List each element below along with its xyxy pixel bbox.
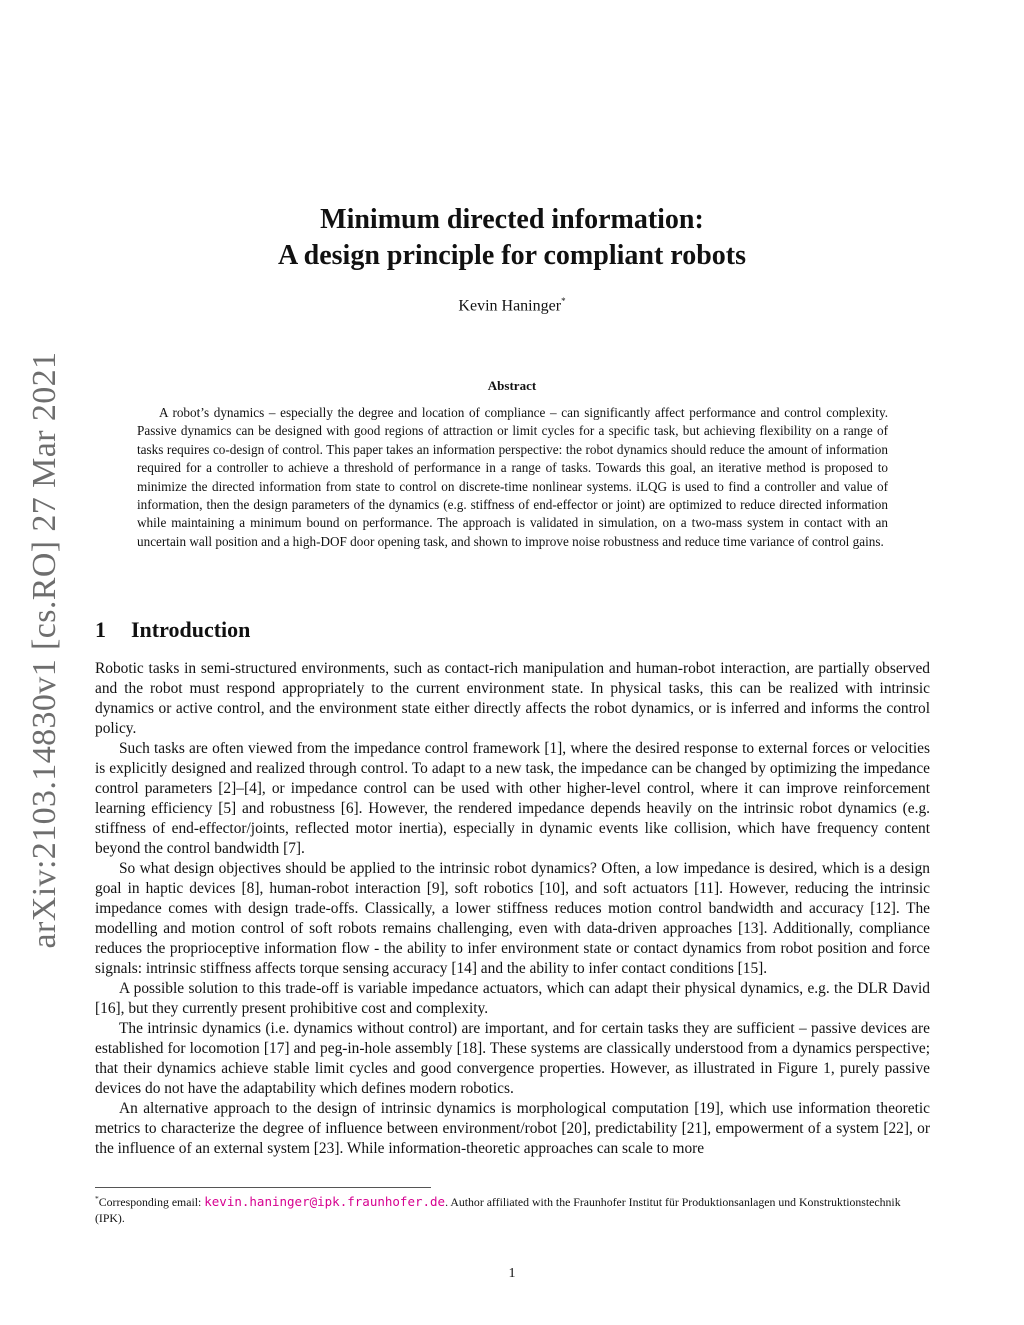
- section-heading: [95, 617, 250, 643]
- paragraph: Such tasks are often viewed from the impedance control framework [1], where the desired response to external forces or velocities is explicitly designed and realized through control. To adapt to a new task, the impedance can be changed by optimizing the impedance control parameters [2]–[4], or impedance control can be used with other higher-level control, where it can improve reinforcement learning efficiency [5] and robustness [6]. However, the rendered impedance depends heavily on the intrinsic robot dynamics (e.g. stiffness of end-effector/joints, reflected motor inertia), especially in dynamic events like collision, which have frequency content beyond the control bandwidth [7].: [95, 740, 930, 857]
- paragraph: Robotic tasks in semi-structured environments, such as contact-rich manipulation and human-robot interaction, are partially observed and the robot must respond appropriately to the current environment state. In physical tasks, this can be realized with intrinsic dynamics or active control, and the environment state either directly affects the robot dynamics, or is inferred and informs the control policy.: [95, 660, 930, 737]
- footnote-suffix: . Author affiliated with the Fraunhofer Institut für Produktionsanlagen und Konstruktionstechnik (IPK).: [95, 1194, 901, 1225]
- section-number: 1: [95, 617, 106, 642]
- author-footnote-mark: *: [561, 296, 566, 306]
- paragraph: So what design objectives should be applied to the intrinsic robot dynamics? Often, a low impedance is desired, which is a design goal in haptic devices [8], human-robot interaction [9], soft robotics [10], and soft actuators [11]. However, reducing the intrinsic impedance comes with design trade-offs. Classically, a lower stiffness reduces motion control bandwidth and accuracy [12]. The modelling and motion control of soft robots remains challenging, even with data-driven approaches [13]. Additionally, compliance reduces the proprioceptive information flow - the ability to infer environment state or contact dynamics from robot position and force signals: intrinsic stiffness affects torque sensing accuracy [14] and the ability to infer contact conditions [15].: [95, 860, 930, 977]
- title-line-1: Minimum directed information:: [320, 204, 704, 235]
- arxiv-sidebar-stamp: [14, 350, 76, 950]
- footnote-divider: [95, 1187, 431, 1188]
- email-link[interactable]: kevin.haninger@ipk.fraunhofer.de: [204, 1193, 446, 1209]
- section-title: Introduction: [131, 617, 251, 642]
- arxiv-identifier: arXiv:2103.14830v1 [cs.RO] 27 Mar 2021: [26, 351, 63, 949]
- footnote-mark: *: [95, 1194, 99, 1203]
- introduction-body: [95, 659, 930, 1159]
- author-line: [0, 296, 1024, 315]
- abstract-text: A robot’s dynamics – especially the degree and location of compliance – can significantly affect performance and control complexity. Passive dynamics can be designed with good regions of attraction or limit cycles for a specific task, but achieving flexibility on a range of tasks requires co-design of control. This paper takes an information perspective: the robot dynamics should reduce the amount of information required for a controller to achieve a threshold of performance in a range of tasks. Towards this goal, an iterative method is proposed to minimize the directed information from state to control on discrete-time nonlinear systems. iLQG is used to find a controller and value of information, then the design parameters of the dynamics (e.g. stiffness of end-effector or joint) are optimized to reduce directed information while maintaining a minimum bound on performance. The approach is validated in simulation, on a two-mass system in contact with an uncertain wall position and a high-DOF door opening task, and shown to improve noise robustness and reduce time variance of control gains.: [137, 405, 888, 549]
- paragraph: A possible solution to this trade-off is variable impedance actuators, which can adapt their physical dynamics, e.g. the DLR David [16], but they currently present prohibitive cost and complexity.: [95, 980, 930, 1017]
- paragraph: The intrinsic dynamics (i.e. dynamics without control) are important, and for certain tasks they are sufficient – passive devices are established for locomotion [17] and peg-in-hole assembly [18]. These systems are classically understood from a dynamics perspective; that their dynamics achieve stable limit cycles and good convergence properties. However, as illustrated in Figure 1, purely passive devices do not have the adaptability which defines modern robotics.: [95, 1020, 930, 1097]
- paragraph: An alternative approach to the design of intrinsic dynamics is morphological computation [19], which use information theoretic metrics to characterize the degree of influence between environment/robot [20], predictability [21], empowerment of a system [22], or the influence of an external system [23]. While information-theoretic approaches can scale to more: [95, 1100, 930, 1157]
- author-name: Kevin Haninger: [458, 297, 562, 315]
- footnote-prefix: Corresponding email:: [98, 1194, 205, 1209]
- abstract-heading: Abstract: [487, 378, 537, 393]
- paper-title: [0, 202, 1024, 274]
- page-number: 1: [508, 1266, 516, 1281]
- title-line-2: A design principle for compliant robots: [277, 240, 746, 271]
- footnote: [95, 1191, 930, 1226]
